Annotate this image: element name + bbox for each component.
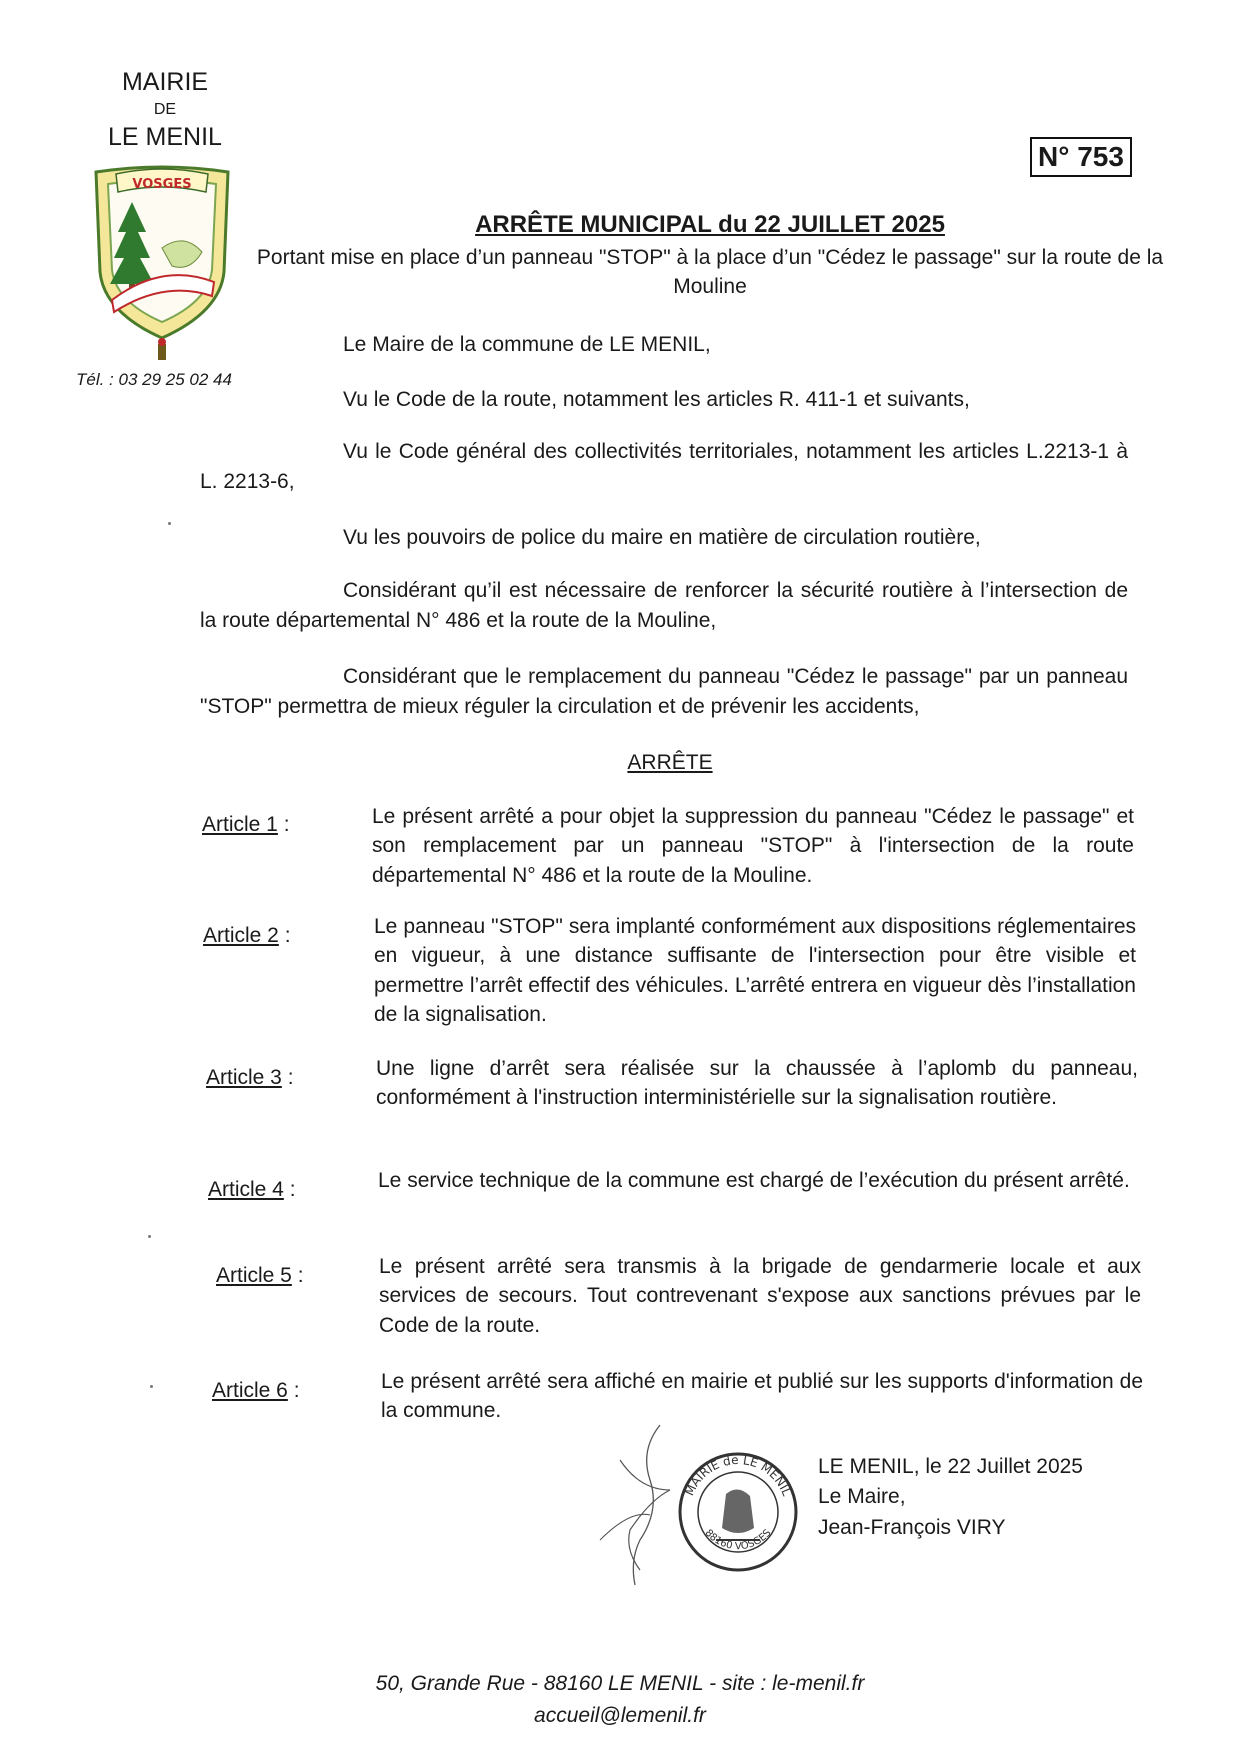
mairie-line1: MAIRIE xyxy=(121,68,209,96)
arrete-number: N° 753 xyxy=(1030,137,1132,177)
preamble-vu-cgct: Vu le Code général des collectivités territoriales, notamment les articles L.2213-1 à L. 2213-6, xyxy=(200,440,1128,494)
preamble-considerant-1: Considérant qu’il est nécessaire de renforcer la sécurité routière à l’intersection de la route départemental N° 486 et la route de la Mouline, xyxy=(200,579,1128,633)
stamp-top-text: MAIRIE de LE MENIL xyxy=(682,1452,794,1498)
article-1-text: Le présent arrêté a pour objet la suppression du panneau "Cédez le passage" et son remplacement par un panneau "STOP" à l'intersection de la route départemental N° 486 et la route de la Mouline. xyxy=(372,805,1134,887)
telephone: Tél. : 03 29 25 02 44 xyxy=(76,370,232,389)
preamble-maire: Le Maire de la commune de LE MENIL, xyxy=(343,333,711,356)
footer-address: 50, Grande Rue - 88160 LE MENIL - site : le-menil.fr xyxy=(375,1672,865,1695)
document-title: ARRÊTE MUNICIPAL du 22 JUILLET 2025 xyxy=(475,211,945,238)
signature-role: Le Maire, xyxy=(818,1485,906,1509)
preamble-considerant-2: Considérant que le remplacement du panneau "Cédez le passage" par un panneau "STOP" permettra de mieux réguler la circulation et de prévenir les accidents, xyxy=(200,665,1128,719)
official-stamp-icon xyxy=(676,1450,800,1574)
article-4-label: Article 4 : xyxy=(208,1178,296,1201)
article-4-text: Le service technique de la commune est chargé de l’exécution du présent arrêté. xyxy=(378,1169,1130,1192)
article-2-label: Article 2 : xyxy=(203,924,291,947)
coat-of-arms-icon xyxy=(92,162,232,364)
article-6-label: Article 6 : xyxy=(212,1379,300,1402)
crest-top-text: VOSGES xyxy=(132,177,192,192)
article-6-text: Le présent arrêté sera affiché en mairie et publié sur les supports d'information de la commune. xyxy=(381,1370,1143,1423)
mairie-line3: LE MENIL xyxy=(108,123,222,152)
footer-email: accueil@lemenil.fr xyxy=(534,1703,706,1727)
signature-place-date: LE MENIL, le 22 Juillet 2025 xyxy=(818,1455,1083,1478)
scan-speck xyxy=(150,1385,153,1388)
article-5-label: Article 5 : xyxy=(216,1264,304,1287)
preamble-vu-code-route: Vu le Code de la route, notamment les articles R. 411-1 et suivants, xyxy=(343,388,970,411)
signature-name: Jean-François VIRY xyxy=(818,1515,1006,1539)
arrete-heading: ARRÊTE xyxy=(627,751,713,774)
scan-speck xyxy=(148,1235,151,1238)
handwritten-signature-icon xyxy=(580,1420,690,1590)
mairie-line2: DE xyxy=(153,100,177,118)
article-3-text: Une ligne d’arrêt sera réalisée sur la chaussée à l’aplomb du panneau, conformément à l'instruction interministérielle sur la signalisation routière. xyxy=(376,1057,1138,1110)
article-3-label: Article 3 : xyxy=(206,1066,294,1089)
signature-block xyxy=(818,1452,1083,1543)
footer xyxy=(300,1668,940,1731)
stamp-bottom-text: 88160 VOSGES xyxy=(702,1527,774,1553)
preamble-vu-pouvoirs: Vu les pouvoirs de police du maire en matière de circulation routière, xyxy=(343,526,981,549)
scan-speck xyxy=(168,522,171,525)
document-subtitle: Portant mise en place d’un panneau "STOP" à la place d’un "Cédez le passage" sur la route de la Mouline xyxy=(256,246,1164,299)
article-2-text: Le panneau "STOP" sera implanté conformément aux dispositions réglementaires en vigueur, à une distance suffisante de l'intersection pour être visible et permettre l’arrêt effectif des véhicules. L’arrêté entrera en vigueur dès l’installation de la signalisation. xyxy=(374,915,1136,1027)
article-1-label: Article 1 : xyxy=(202,813,290,836)
article-5-text: Le présent arrêté sera transmis à la brigade de gendarmerie locale et aux services de secours. Tout contrevenant s'expose aux sanctions prévues par le Code de la route. xyxy=(379,1255,1141,1337)
mairie-heading xyxy=(100,68,230,152)
